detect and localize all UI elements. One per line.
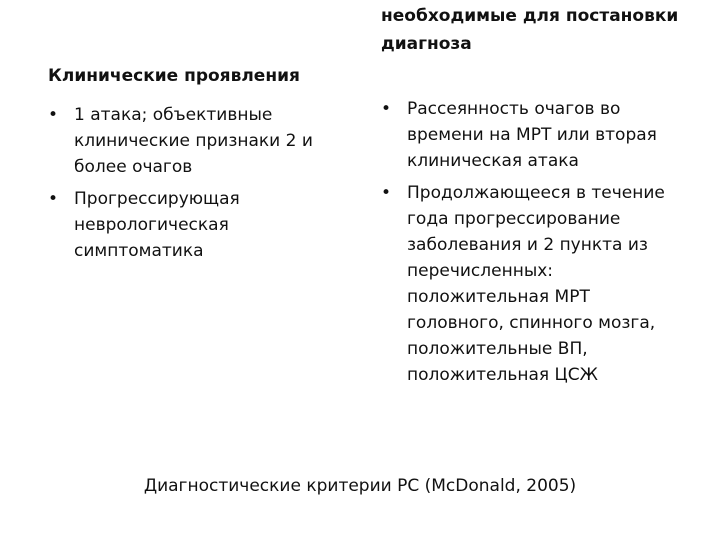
right-column-heading: необходимые для постановки диагноза (381, 6, 679, 54)
bullet-icon: • (48, 105, 59, 125)
list-item (381, 180, 681, 388)
right-bullet-list (381, 96, 681, 394)
bullet-icon: • (381, 183, 392, 203)
list-item-text: Рассеянность очагов во времени на МРТ или вторая клиническая атака (407, 99, 657, 171)
list-item-text: Продолжающееся в течение года прогрессирование заболевания и 2 пункта из перечисленных: положительная МРТ головного, спинного мозга, положительные ВП, положительная ЦСЖ (407, 183, 665, 385)
list-item (381, 96, 681, 174)
bullet-icon: • (381, 99, 392, 119)
left-column-heading: Клинические проявления (48, 66, 300, 86)
list-item-text: 1 атака; объективные клинические признаки 2 и более очагов (74, 105, 313, 177)
bullet-icon: • (48, 189, 59, 209)
list-item (48, 186, 348, 264)
list-item (48, 102, 348, 180)
slide-caption: Диагностические критерии РС (McDonald, 2005) (143, 476, 577, 496)
left-bullet-list (48, 102, 348, 270)
list-item-text: Прогрессирующая неврологическая симптоматика (74, 189, 240, 261)
